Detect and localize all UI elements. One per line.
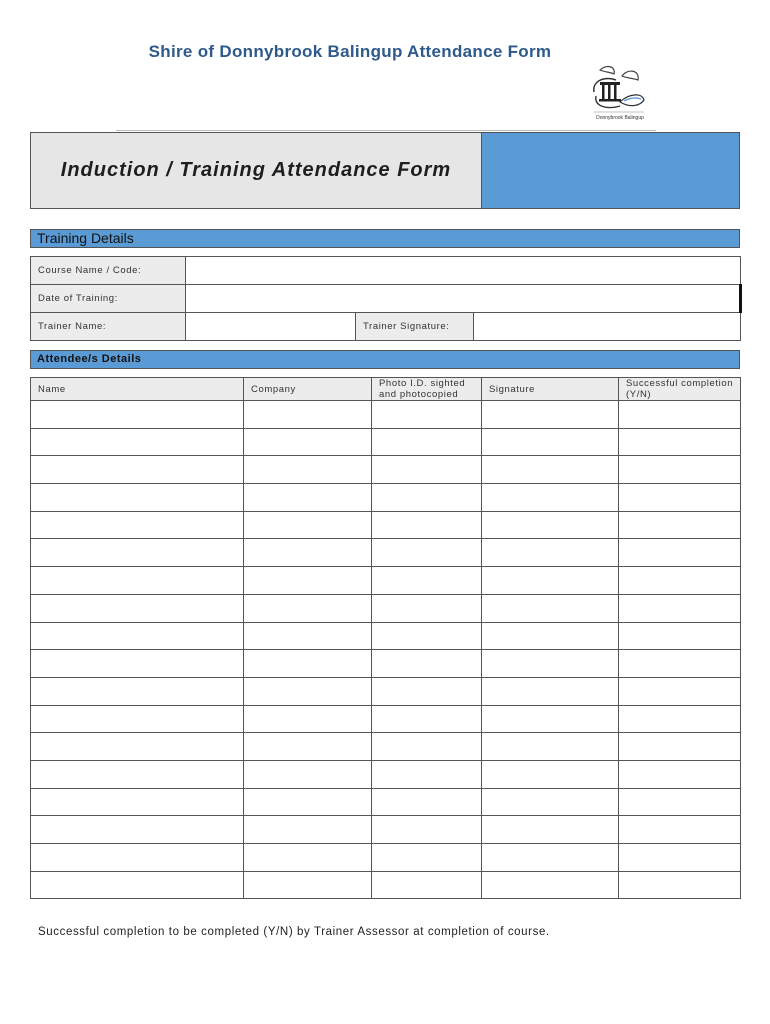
photo-id-cell[interactable] [372,816,482,844]
photo-id-cell[interactable] [372,484,482,512]
completion-cell[interactable] [619,705,741,733]
photo-id-cell[interactable] [372,733,482,761]
completion-cell[interactable] [619,677,741,705]
table-row [31,594,741,622]
name-cell[interactable] [31,622,244,650]
name-cell[interactable] [31,760,244,788]
completion-cell[interactable] [619,816,741,844]
signature-cell[interactable] [482,871,619,899]
company-cell[interactable] [244,539,372,567]
signature-cell[interactable] [482,428,619,456]
signature-cell[interactable] [482,511,619,539]
name-cell[interactable] [31,733,244,761]
date-row [31,285,741,313]
photo-id-cell[interactable] [372,677,482,705]
name-cell[interactable] [31,428,244,456]
photo-id-cell[interactable] [372,594,482,622]
completion-cell[interactable] [619,788,741,816]
signature-cell[interactable] [482,456,619,484]
company-cell[interactable] [244,594,372,622]
photo-id-cell[interactable] [372,650,482,678]
company-cell[interactable] [244,622,372,650]
name-cell[interactable] [31,484,244,512]
completion-cell[interactable] [619,401,741,429]
name-cell[interactable] [31,401,244,429]
signature-cell[interactable] [482,844,619,872]
footer-note: Successful completion to be completed (Y/N) by Trainer Assessor at completion of course. [38,926,550,938]
table-row [31,844,741,872]
trainer-row [31,313,741,341]
column-header-completion: Successful completion (Y/N) [619,378,741,401]
company-cell[interactable] [244,650,372,678]
name-cell[interactable] [31,844,244,872]
column-header-name: Name [31,378,244,401]
signature-cell[interactable] [482,539,619,567]
photo-id-cell[interactable] [372,871,482,899]
training-details-label: Training Details [37,230,134,246]
completion-cell[interactable] [619,539,741,567]
name-cell[interactable] [31,816,244,844]
trainer-name-label: Trainer Name: [31,313,186,341]
signature-cell[interactable] [482,733,619,761]
table-row [31,539,741,567]
signature-cell[interactable] [482,594,619,622]
signature-cell[interactable] [482,677,619,705]
table-row [31,401,741,429]
attendee-details-label: Attendee/s Details [37,353,142,365]
column-header-company: Company [244,378,372,401]
table-row [31,567,741,595]
name-cell[interactable] [31,650,244,678]
signature-cell[interactable] [482,484,619,512]
name-cell[interactable] [31,511,244,539]
table-row [31,677,741,705]
table-row [31,511,741,539]
table-row [31,760,741,788]
form-title-panel [31,133,482,208]
photo-id-cell[interactable] [372,788,482,816]
signature-cell[interactable] [482,567,619,595]
completion-cell[interactable] [619,650,741,678]
completion-cell[interactable] [619,567,741,595]
company-cell[interactable] [244,788,372,816]
completion-cell[interactable] [619,733,741,761]
completion-cell[interactable] [619,511,741,539]
photo-id-cell[interactable] [372,428,482,456]
name-cell[interactable] [31,594,244,622]
attendee-table [30,377,741,899]
signature-cell[interactable] [482,622,619,650]
photo-id-cell[interactable] [372,705,482,733]
attendee-rows [31,401,741,899]
header-divider [116,130,656,131]
signature-cell[interactable] [482,401,619,429]
company-cell[interactable] [244,705,372,733]
photo-id-cell[interactable] [372,456,482,484]
form-title: Induction / Training Attendance Form [60,159,452,181]
table-row [31,733,741,761]
completion-cell[interactable] [619,484,741,512]
completion-cell[interactable] [619,844,741,872]
company-cell[interactable] [244,816,372,844]
company-cell[interactable] [244,871,372,899]
company-cell[interactable] [244,567,372,595]
photo-id-cell[interactable] [372,760,482,788]
completion-cell[interactable] [619,428,741,456]
company-cell[interactable] [244,677,372,705]
signature-cell[interactable] [482,705,619,733]
name-cell[interactable] [31,677,244,705]
company-cell[interactable] [244,733,372,761]
name-cell[interactable] [31,539,244,567]
training-details-table [30,256,742,341]
table-row [31,622,741,650]
name-cell[interactable] [31,788,244,816]
table-row [31,705,741,733]
company-cell[interactable] [244,456,372,484]
signature-cell[interactable] [482,788,619,816]
company-cell[interactable] [244,484,372,512]
signature-cell[interactable] [482,650,619,678]
column-header-photo-id: Photo I.D. sighted and photocopied [372,378,482,401]
company-cell[interactable] [244,844,372,872]
course-name-label: Course Name / Code: [31,257,186,285]
table-row [31,788,741,816]
company-cell[interactable] [244,428,372,456]
photo-id-cell[interactable] [372,567,482,595]
trainer-signature-field[interactable] [474,313,741,341]
photo-id-cell[interactable] [372,622,482,650]
attendee-header-row [31,378,741,401]
column-header-signature: Signature [482,378,619,401]
table-row [31,650,741,678]
table-row [31,871,741,899]
name-cell[interactable] [31,567,244,595]
company-cell[interactable] [244,760,372,788]
signature-cell[interactable] [482,816,619,844]
completion-cell[interactable] [619,594,741,622]
name-cell[interactable] [31,456,244,484]
table-row [31,484,741,512]
table-row [31,816,741,844]
completion-cell[interactable] [619,871,741,899]
photo-id-cell[interactable] [372,844,482,872]
trainer-signature-label: Trainer Signature: [356,313,474,341]
course-row [31,257,741,285]
document-title: Shire of Donnybrook Balingup Attendance Form [148,42,552,61]
trainer-name-field[interactable] [186,313,356,341]
completion-cell[interactable] [619,456,741,484]
table-row [31,428,741,456]
signature-cell[interactable] [482,760,619,788]
completion-cell[interactable] [619,760,741,788]
course-name-field[interactable] [186,257,741,285]
name-cell[interactable] [31,871,244,899]
training-details-section-header [30,229,740,248]
company-cell[interactable] [244,511,372,539]
date-of-training-field[interactable] [186,285,741,313]
form-header [30,132,740,209]
completion-cell[interactable] [619,622,741,650]
logo-caption: Donnybrook Balingup [596,115,644,121]
date-of-training-label: Date of Training: [31,285,186,313]
company-cell[interactable] [244,401,372,429]
photo-id-cell[interactable] [372,401,482,429]
photo-id-cell[interactable] [372,511,482,539]
attendee-details-section-header [30,350,740,369]
form-header-accent-panel [482,133,739,208]
name-cell[interactable] [31,705,244,733]
table-row [31,456,741,484]
photo-id-cell[interactable] [372,539,482,567]
